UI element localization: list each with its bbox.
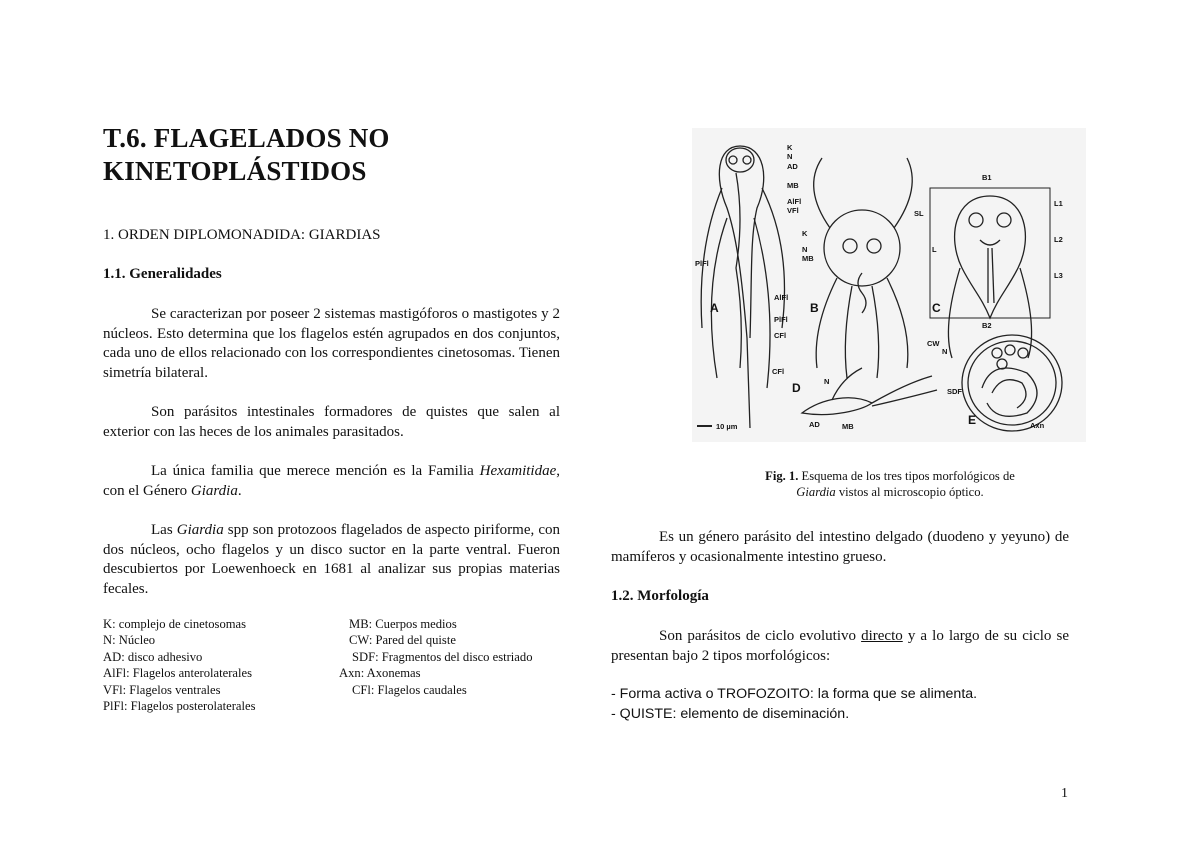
figure-label: PlFl: [695, 259, 709, 268]
legend-entry: PlFl: Flagelos posterolaterales: [103, 698, 256, 713]
legend-entry: AlFl: Flagelos anterolaterales: [103, 666, 252, 681]
underlined-word: directo: [861, 628, 903, 644]
paragraph-mastigoforos: Se caracterizan por poseer 2 sistemas mastigóforos o mastigotes y 2 núcleos. Esto determina que los flagelos estén agrupados en dos conjuntos, cada uno de ellos relacionado con los correspondientes cinetosomas. Tienen simetría bilateral.: [103, 306, 560, 381]
legend-entry: AD: disco adhesivo: [103, 649, 203, 664]
figure-label: C: [932, 301, 941, 315]
legend-entry: Axn: Axonemas: [339, 666, 421, 681]
page-title: T.6. FLAGELADOS NO KINETOPLÁSTIDOS: [103, 123, 390, 186]
figure-label: VFl: [787, 206, 799, 215]
figure-label: L3: [1054, 271, 1063, 280]
genus-name: Giardia: [176, 522, 224, 538]
giardia-figure: [692, 128, 1086, 442]
figure-label: SL: [914, 209, 924, 218]
figure-caption: Fig. 1. Esquema de los tres tipos morfológicos de Giardia vistos al microscopio óptico.: [765, 469, 1015, 500]
figure-label: SDF: [947, 387, 962, 396]
figure-label: CFl: [772, 367, 785, 376]
figure-label: CFl: [774, 331, 787, 340]
figure-label: AlFl: [787, 197, 802, 206]
paragraph-habitat: Es un género parásito del intestino delgado (duodeno y yeyuno) de mamíferos y ocasionalmente intestino grueso.: [611, 529, 1069, 565]
figure-label: N: [802, 245, 808, 254]
figure-label: B: [810, 301, 819, 315]
section-heading-orden: 1. ORDEN DIPLOMONADIDA: GIARDIAS: [103, 227, 381, 243]
genus-name: Giardia: [190, 482, 238, 499]
legend-entry: VFl: Flagelos ventrales: [103, 682, 221, 697]
figure-label: L1: [1054, 199, 1063, 208]
caption-genus: Giardia: [796, 485, 836, 500]
figure-label: MB: [802, 254, 814, 263]
section-heading-generalidades: 1.1. Generalidades: [103, 266, 222, 282]
figure-label: AD: [809, 420, 820, 429]
caption-label: Fig. 1.: [765, 469, 799, 483]
figure-label: L: [932, 245, 937, 254]
figure-label: N: [787, 152, 793, 161]
figure-label: B1: [982, 173, 992, 182]
figure-label: L2: [1054, 235, 1063, 244]
figure-label: MB: [787, 181, 799, 190]
list-item-trofozoito: - Forma activa o TROFOZOITO: la forma que se alimenta.: [611, 686, 978, 702]
giardia-drawing: [692, 128, 1086, 442]
family-name: Hexamitidae: [479, 463, 557, 479]
figure-label: K: [802, 229, 808, 238]
figure-label: B2: [982, 321, 992, 330]
legend-entry: MB: Cuerpos medios: [349, 617, 457, 631]
legend-entry: CW: Pared del quiste: [349, 633, 456, 648]
paragraph-familia: La única familia que merece mención es la Familia Hexamitidae, con el Género Giardia.: [103, 463, 560, 499]
figure-label: PlFl: [774, 315, 788, 324]
figure-label: N: [942, 347, 948, 356]
legend-entry: CFl: Flagelos caudales: [352, 682, 467, 697]
legend-entry: K: complejo de cinetosomas: [103, 617, 247, 631]
figure-label: N: [824, 377, 830, 386]
paragraph-giardia-spp: Las Giardia spp son protozoos flagelados de aspecto piriforme, con dos núcleos, ocho flagelos y un disco suctor en la parte ventral. Fueron descubiertos por Loewenhoeck en 1681 al analizar sus propias materias fecales.: [103, 522, 560, 597]
page-number: 1: [1061, 786, 1068, 801]
paragraph-quistes: Son parásitos intestinales formadores de quistes que salen al exterior con las heces de los animales parasitados.: [103, 404, 560, 440]
figure-label: D: [792, 381, 801, 395]
figure-label: 10 µm: [716, 422, 738, 431]
legend-entry: N: Núcleo: [103, 633, 156, 648]
figure-label: Axn: [1030, 421, 1045, 430]
paragraph-ciclo: Son parásitos de ciclo evolutivo directo y a lo largo de su ciclo se presentan bajo 2 tipos morfológicos:: [611, 628, 1069, 664]
figure-label: A: [710, 301, 719, 315]
figure-label: AlFl: [774, 293, 789, 302]
figure-label: AD: [787, 162, 798, 171]
section-heading-morfologia: 1.2. Morfología: [611, 588, 709, 604]
figure-label: K: [787, 143, 793, 152]
figure-label: MB: [842, 422, 854, 431]
legend-entry: SDF: Fragmentos del disco estriado: [352, 649, 533, 664]
figure-label: E: [968, 413, 977, 427]
figure-label: CW: [927, 339, 940, 348]
list-item-quiste: - QUISTE: elemento de diseminación.: [611, 706, 850, 722]
